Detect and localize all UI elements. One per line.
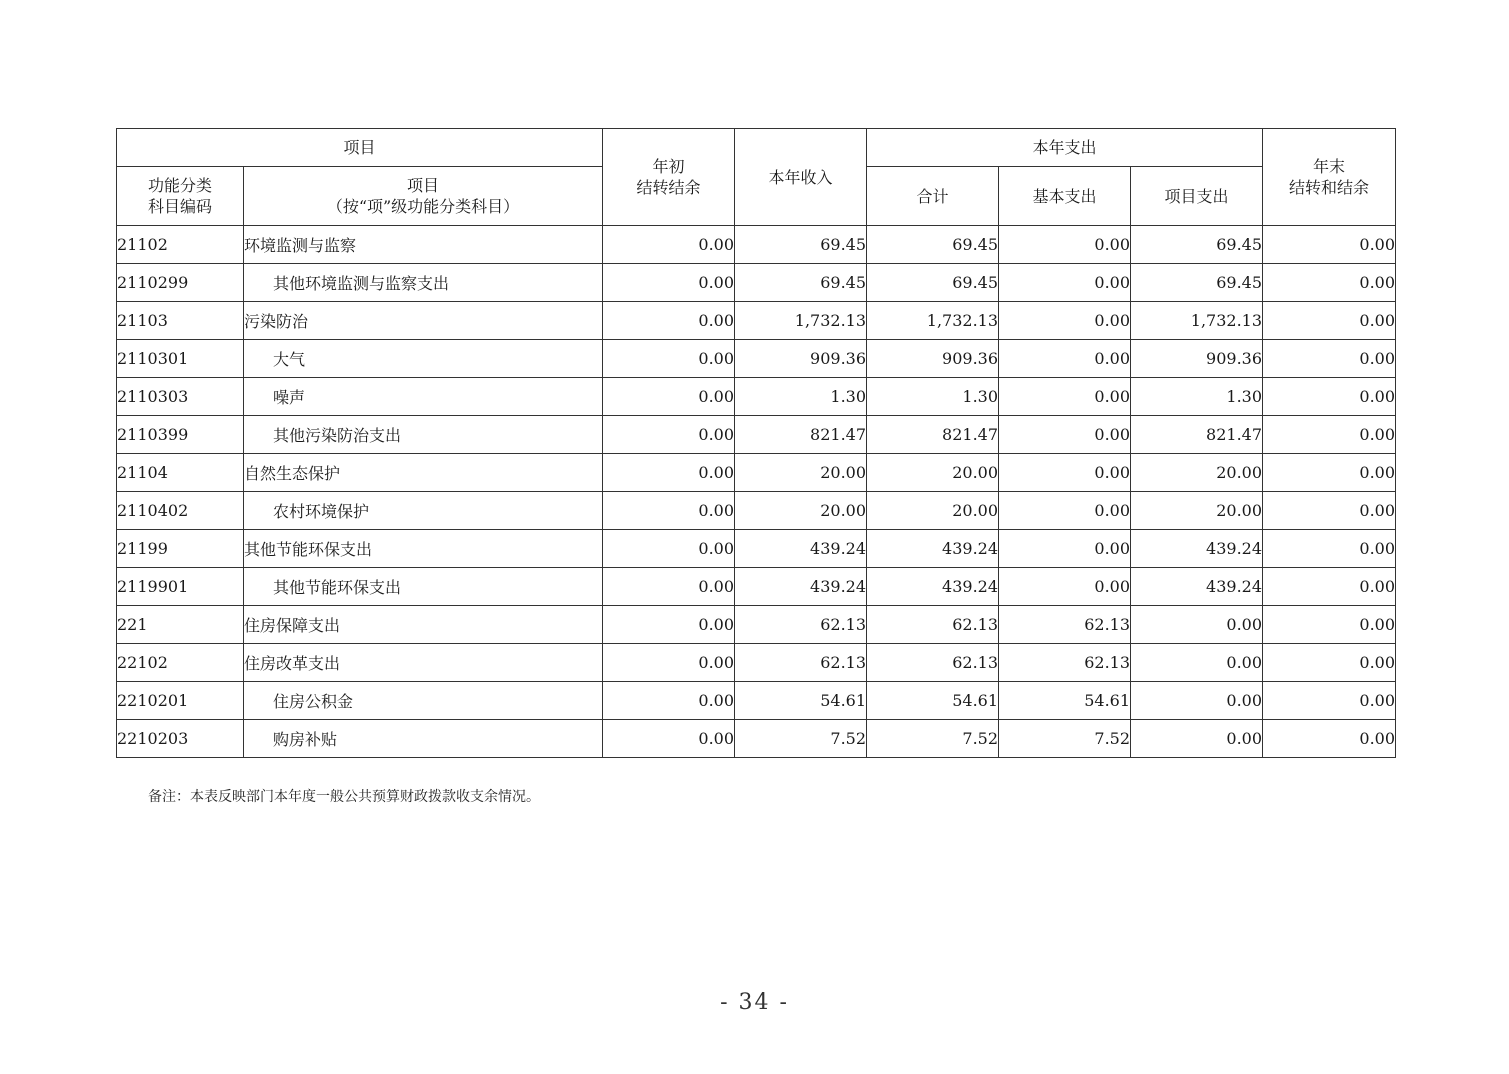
cell-project-expense: 0.00 <box>1131 606 1263 644</box>
expense-group-header: 本年支出 <box>867 129 1263 167</box>
table-row <box>117 264 1396 302</box>
table-row <box>117 454 1396 492</box>
cell-code: 21199 <box>117 530 244 568</box>
cell-end-balance: 0.00 <box>1263 264 1396 302</box>
item-group-header: 项目 <box>117 129 603 167</box>
cell-income: 1.30 <box>735 378 867 416</box>
cell-income: 62.13 <box>735 606 867 644</box>
cell-basic-expense: 0.00 <box>999 264 1131 302</box>
func-code-header <box>117 167 244 226</box>
table-row <box>117 606 1396 644</box>
cell-income: 439.24 <box>735 530 867 568</box>
cell-income: 62.13 <box>735 644 867 682</box>
end-balance-header-line1: 年末 <box>1313 157 1346 176</box>
cell-income: 909.36 <box>735 340 867 378</box>
cell-item-name: 污染防治 <box>244 302 603 340</box>
cell-project-expense: 1.30 <box>1131 378 1263 416</box>
cell-end-balance: 0.00 <box>1263 454 1396 492</box>
cell-project-expense: 439.24 <box>1131 568 1263 606</box>
cell-basic-expense: 0.00 <box>999 454 1131 492</box>
cell-item-name: 自然生态保护 <box>244 454 603 492</box>
cell-basic-expense: 0.00 <box>999 226 1131 264</box>
page-number: - 34 - <box>720 990 789 1015</box>
cell-basic-expense: 0.00 <box>999 568 1131 606</box>
cell-begin-balance: 0.00 <box>603 530 735 568</box>
cell-item-name: 其他环境监测与监察支出 <box>244 264 603 302</box>
cell-begin-balance: 0.00 <box>603 682 735 720</box>
cell-project-expense: 909.36 <box>1131 340 1263 378</box>
cell-begin-balance: 0.00 <box>603 606 735 644</box>
cell-basic-expense: 0.00 <box>999 302 1131 340</box>
cell-code: 2110299 <box>117 264 244 302</box>
table-row <box>117 568 1396 606</box>
cell-project-expense: 69.45 <box>1131 226 1263 264</box>
func-code-header-line1: 功能分类 <box>147 176 212 195</box>
table-row <box>117 378 1396 416</box>
table-header <box>117 129 1396 226</box>
cell-basic-expense: 62.13 <box>999 606 1131 644</box>
cell-item-name: 农村环境保护 <box>244 492 603 530</box>
begin-balance-header-line2: 结转结余 <box>636 178 701 197</box>
table-row <box>117 416 1396 454</box>
cell-end-balance: 0.00 <box>1263 302 1396 340</box>
cell-project-expense: 0.00 <box>1131 720 1263 758</box>
cell-project-expense: 0.00 <box>1131 644 1263 682</box>
cell-total: 821.47 <box>867 416 999 454</box>
cell-begin-balance: 0.00 <box>603 226 735 264</box>
cell-total: 1,732.13 <box>867 302 999 340</box>
cell-basic-expense: 54.61 <box>999 682 1131 720</box>
cell-income: 54.61 <box>735 682 867 720</box>
cell-begin-balance: 0.00 <box>603 644 735 682</box>
cell-end-balance: 0.00 <box>1263 606 1396 644</box>
cell-end-balance: 0.00 <box>1263 644 1396 682</box>
cell-income: 69.45 <box>735 226 867 264</box>
fiscal-appropriation-table <box>116 128 1396 758</box>
table-row <box>117 644 1396 682</box>
cell-total: 62.13 <box>867 606 999 644</box>
cell-income: 20.00 <box>735 492 867 530</box>
cell-item-name: 购房补贴 <box>244 720 603 758</box>
cell-end-balance: 0.00 <box>1263 720 1396 758</box>
cell-code: 2110303 <box>117 378 244 416</box>
cell-end-balance: 0.00 <box>1263 530 1396 568</box>
cell-project-expense: 20.00 <box>1131 492 1263 530</box>
cell-code: 2119901 <box>117 568 244 606</box>
cell-income: 1,732.13 <box>735 302 867 340</box>
cell-item-name: 住房公积金 <box>244 682 603 720</box>
cell-code: 2210201 <box>117 682 244 720</box>
cell-project-expense: 0.00 <box>1131 682 1263 720</box>
cell-end-balance: 0.00 <box>1263 568 1396 606</box>
cell-total: 909.36 <box>867 340 999 378</box>
table-body <box>117 226 1396 758</box>
income-header: 本年收入 <box>735 129 867 226</box>
cell-project-expense: 821.47 <box>1131 416 1263 454</box>
cell-project-expense: 69.45 <box>1131 264 1263 302</box>
cell-total: 69.45 <box>867 226 999 264</box>
cell-basic-expense: 7.52 <box>999 720 1131 758</box>
cell-begin-balance: 0.00 <box>603 416 735 454</box>
cell-project-expense: 439.24 <box>1131 530 1263 568</box>
item-name-header-line1: 项目 <box>407 176 440 195</box>
item-name-header <box>244 167 603 226</box>
cell-basic-expense: 0.00 <box>999 416 1131 454</box>
cell-item-name: 其他节能环保支出 <box>244 568 603 606</box>
cell-end-balance: 0.00 <box>1263 492 1396 530</box>
cell-income: 439.24 <box>735 568 867 606</box>
cell-code: 2210203 <box>117 720 244 758</box>
cell-total: 7.52 <box>867 720 999 758</box>
cell-begin-balance: 0.00 <box>603 340 735 378</box>
cell-begin-balance: 0.00 <box>603 720 735 758</box>
cell-total: 439.24 <box>867 530 999 568</box>
cell-item-name: 噪声 <box>244 378 603 416</box>
cell-begin-balance: 0.00 <box>603 492 735 530</box>
cell-income: 20.00 <box>735 454 867 492</box>
cell-income: 821.47 <box>735 416 867 454</box>
cell-end-balance: 0.00 <box>1263 378 1396 416</box>
cell-code: 2110301 <box>117 340 244 378</box>
cell-code: 2110402 <box>117 492 244 530</box>
cell-item-name: 大气 <box>244 340 603 378</box>
cell-begin-balance: 0.00 <box>603 264 735 302</box>
table-row <box>117 682 1396 720</box>
table-row <box>117 302 1396 340</box>
project-expense-header: 项目支出 <box>1131 167 1263 226</box>
cell-code: 22102 <box>117 644 244 682</box>
cell-total: 1.30 <box>867 378 999 416</box>
table-row <box>117 530 1396 568</box>
table-note: 备注：本表反映部门本年度一般公共预算财政拨款收支余情况。 <box>148 789 540 805</box>
cell-begin-balance: 0.00 <box>603 568 735 606</box>
cell-project-expense: 20.00 <box>1131 454 1263 492</box>
cell-end-balance: 0.00 <box>1263 682 1396 720</box>
table-row <box>117 720 1396 758</box>
cell-basic-expense: 0.00 <box>999 530 1131 568</box>
table-row <box>117 492 1396 530</box>
cell-item-name: 住房保障支出 <box>244 606 603 644</box>
cell-item-name: 其他污染防治支出 <box>244 416 603 454</box>
end-balance-header <box>1263 129 1396 226</box>
cell-item-name: 其他节能环保支出 <box>244 530 603 568</box>
item-name-header-line2: （按“项”级功能分类科目） <box>326 197 520 216</box>
cell-end-balance: 0.00 <box>1263 226 1396 264</box>
cell-total: 54.61 <box>867 682 999 720</box>
cell-begin-balance: 0.00 <box>603 302 735 340</box>
begin-balance-header <box>603 129 735 226</box>
cell-total: 20.00 <box>867 454 999 492</box>
table-row <box>117 340 1396 378</box>
cell-code: 2110399 <box>117 416 244 454</box>
cell-total: 20.00 <box>867 492 999 530</box>
basic-expense-header: 基本支出 <box>999 167 1131 226</box>
cell-item-name: 环境监测与监察 <box>244 226 603 264</box>
func-code-header-line2: 科目编码 <box>147 197 212 216</box>
table-row <box>117 226 1396 264</box>
cell-basic-expense: 0.00 <box>999 340 1131 378</box>
cell-total: 439.24 <box>867 568 999 606</box>
cell-code: 21102 <box>117 226 244 264</box>
cell-end-balance: 0.00 <box>1263 340 1396 378</box>
total-header: 合计 <box>867 167 999 226</box>
cell-income: 7.52 <box>735 720 867 758</box>
cell-total: 69.45 <box>867 264 999 302</box>
end-balance-header-line2: 结转和结余 <box>1289 178 1370 197</box>
cell-income: 69.45 <box>735 264 867 302</box>
cell-code: 21104 <box>117 454 244 492</box>
cell-begin-balance: 0.00 <box>603 378 735 416</box>
cell-project-expense: 1,732.13 <box>1131 302 1263 340</box>
cell-basic-expense: 0.00 <box>999 492 1131 530</box>
cell-code: 221 <box>117 606 244 644</box>
cell-basic-expense: 62.13 <box>999 644 1131 682</box>
cell-basic-expense: 0.00 <box>999 378 1131 416</box>
begin-balance-header-line1: 年初 <box>652 157 685 176</box>
cell-code: 21103 <box>117 302 244 340</box>
cell-begin-balance: 0.00 <box>603 454 735 492</box>
cell-item-name: 住房改革支出 <box>244 644 603 682</box>
cell-total: 62.13 <box>867 644 999 682</box>
cell-end-balance: 0.00 <box>1263 416 1396 454</box>
